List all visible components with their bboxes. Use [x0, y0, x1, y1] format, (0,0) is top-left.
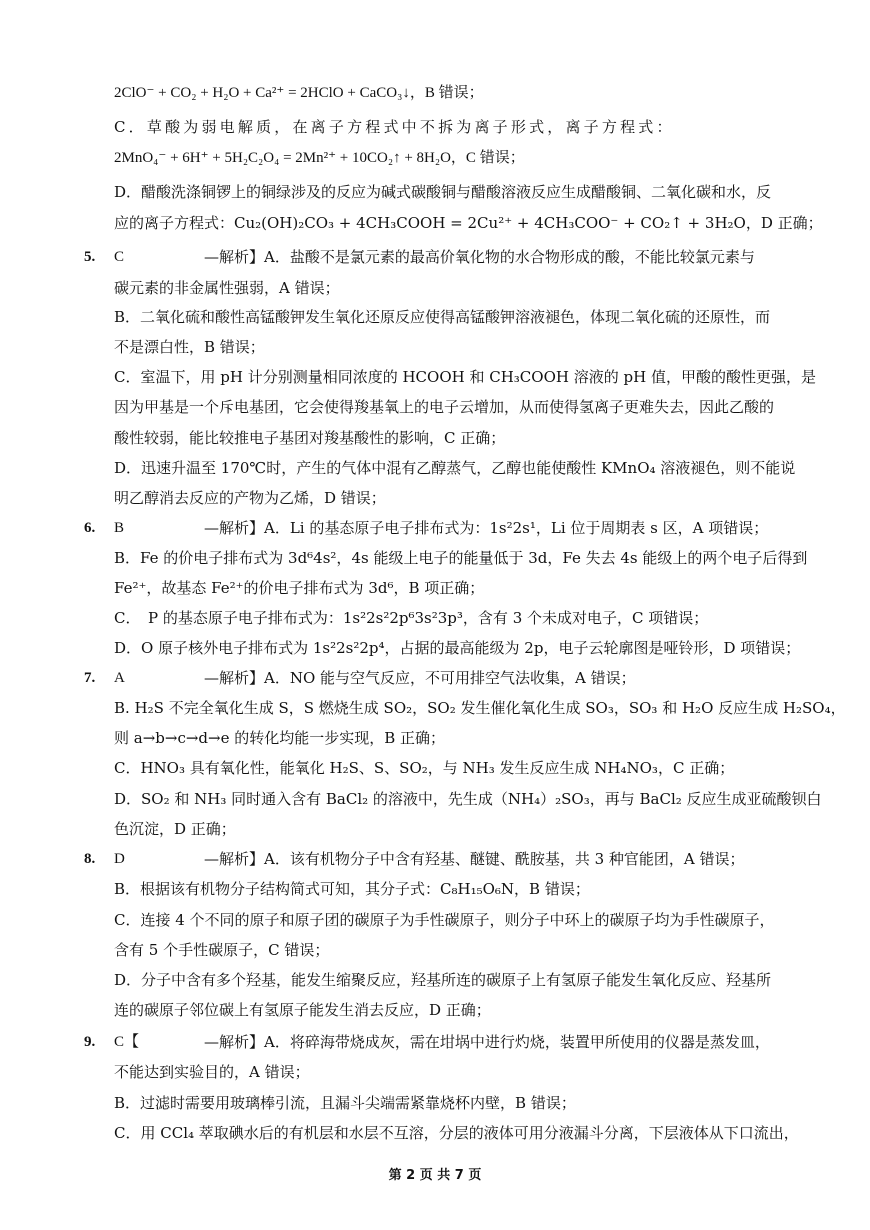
- q6-line4: C． P 的基态原子电子排布式为：1s²2s²2p⁶3s²3p³，含有 3 个未成对电子，C 项错误；: [114, 609, 709, 627]
- q8-line5: D．分子中含有多个羟基，能发生缩聚反应，羟基所连的碳原子上有氢原子能发生氧化反应、羟基所: [114, 971, 772, 989]
- page-number-footer: 第 2 页 共 7 页: [388, 1168, 482, 1183]
- q8-line1: —解析】A．该有机物分子中含有羟基、醚键、酰胺基，共 3 种官能团，A 错误；: [204, 850, 745, 868]
- q6-line5: D．O 原子核外电子排布式为 1s²2s²2p⁴，占据的最高能级为 2p，电子云轮廓图是哑铃形，D 项错误；: [114, 639, 801, 657]
- q8-answer: D: [114, 851, 125, 867]
- q7-line6: 色沉淀，D 正确；: [114, 820, 236, 838]
- q4-option-d-line2: 应的离子方程式：Cu₂(OH)₂CO₃ + 4CH₃COOH = 2Cu²⁺ + 4CH₃COO⁻ + CO₂↑ + 3H₂O，D 正确；: [114, 214, 823, 232]
- q8-line4: 含有 5 个手性碳原子，C 错误；: [114, 941, 330, 959]
- q4-option-d-line1: D．醋酸洗涤铜锣上的铜绿涉及的反应为碱式碳酸铜与醋酸溶液反应生成醋酸铜、二氧化碳和水，反: [114, 183, 772, 201]
- q5-line5: C．室温下，用 pH 计分别测量相同浓度的 HCOOH 和 CH₃COOH 溶液的 pH 值，甲酸的酸性更强，是: [114, 368, 816, 386]
- q5-number: 5.: [84, 249, 96, 265]
- q4-option-c-equation: 2MnO₄⁻ + 6H⁺ + 5H₂C₂O₄ = 2Mn²⁺ + 10CO₂↑ + 8H₂O，C 错误；: [114, 150, 525, 166]
- q4-option-c-text: C．草酸为弱电解质，在离子方程式中不拆为离子形式，离子方程式：: [114, 118, 675, 136]
- q9-number: 9.: [84, 1034, 96, 1050]
- q9-answer: C【: [114, 1034, 140, 1050]
- q7-line1: —解析】A．NO 能与空气反应，不可用排空气法收集，A 错误；: [204, 669, 636, 687]
- q5-answer: C: [114, 249, 125, 265]
- q9-line1: —解析】A．将碎海带烧成灰，需在坩埚中进行灼烧，装置甲所使用的仪器是蒸发皿，: [204, 1033, 770, 1051]
- q5-line3: B．二氧化硫和酸性高锰酸钾发生氧化还原反应使得高锰酸钾溶液褪色，体现二氧化硫的还原性，而: [114, 308, 771, 326]
- q6-answer: B: [114, 520, 125, 536]
- q6-line1: —解析】A．Li 的基态原子电子排布式为：1s²2s¹，Li 位于周期表 s 区，A 项错误；: [204, 519, 769, 537]
- q9-line4: C．用 CCl₄ 萃取碘水后的有机层和水层不互溶，分层的液体可用分液漏斗分离，下层液体从下口流出，: [114, 1124, 799, 1142]
- q5-line7: 酸性较弱，能比较推电子基团对羧基酸性的影响，C 正确；: [114, 429, 506, 447]
- q8-number: 8.: [84, 851, 96, 867]
- q9-line3: B．过滤时需要用玻璃棒引流，且漏斗尖端需紧靠烧杯内壁，B 错误；: [114, 1094, 576, 1112]
- q5-line4: 不是漂白性，B 错误；: [114, 338, 265, 356]
- q5-line6: 因为甲基是一个斥电基团，它会使得羧基氧上的电子云增加，从而使得氢离子更难失去，因此乙酸的: [114, 398, 775, 416]
- q6-line2: B．Fe 的价电子排布式为 3d⁶4s²，4s 能级上电子的能量低于 3d，Fe 失去 4s 能级上的两个电子后得到: [114, 549, 808, 567]
- q8-line2: B．根据该有机物分子结构简式可知，其分子式：C₈H₁₅O₆N，B 错误；: [114, 880, 590, 898]
- q7-line5: D．SO₂ 和 NH₃ 同时通入含有 BaCl₂ 的溶液中，先生成（NH₄）₂SO₃，再与 BaCl₂ 反应生成亚硫酸钡白: [114, 790, 822, 808]
- q4-option-b-equation: 2ClO⁻ + CO₂ + H₂O + Ca²⁺ = 2HClO + CaCO₃↓，B 错误；: [114, 85, 484, 101]
- q7-line3: 则 a→b→c→d→e 的转化均能一步实现，B 正确；: [114, 729, 446, 747]
- q6-number: 6.: [84, 520, 96, 536]
- q7-line2: B. H₂S 不完全氧化生成 S，S 燃烧生成 SO₂，SO₂ 发生催化氧化生成 SO₃，SO₃ 和 H₂O 反应生成 H₂SO₄，: [114, 699, 846, 717]
- q5-line2: 碳元素的非金属性强弱，A 错误；: [114, 279, 340, 297]
- q8-line3: C．连接 4 个不同的原子和原子团的碳原子为手性碳原子，则分子中环上的碳原子均为手性碳原子，: [114, 911, 775, 929]
- q9-line2: 不能达到实验目的，A 错误；: [114, 1063, 310, 1081]
- q5-line8: D．迅速升温至 170℃时，产生的气体中混有乙醇蒸气，乙醇也能使酸性 KMnO₄ 溶液褪色，则不能说: [114, 459, 796, 477]
- q7-line4: C．HNO₃ 具有氧化性，能氧化 H₂S、S、SO₂，与 NH₃ 发生反应生成 NH₄NO₃，C 正确；: [114, 759, 735, 777]
- q8-line6: 连的碳原子邻位碳上有氢原子能发生消去反应，D 正确；: [114, 1001, 491, 1019]
- q7-answer: A: [114, 670, 125, 686]
- q7-number: 7.: [84, 670, 96, 686]
- q5-line1: —解析】A．盐酸不是氯元素的最高价氧化物的水合物形成的酸，不能比较氯元素与: [204, 248, 755, 266]
- q5-line9: 明乙醇消去反应的产物为乙烯，D 错误；: [114, 489, 386, 507]
- q6-line3: Fe²⁺，故基态 Fe²⁺的价电子排布式为 3d⁶，B 项正确；: [114, 579, 485, 597]
